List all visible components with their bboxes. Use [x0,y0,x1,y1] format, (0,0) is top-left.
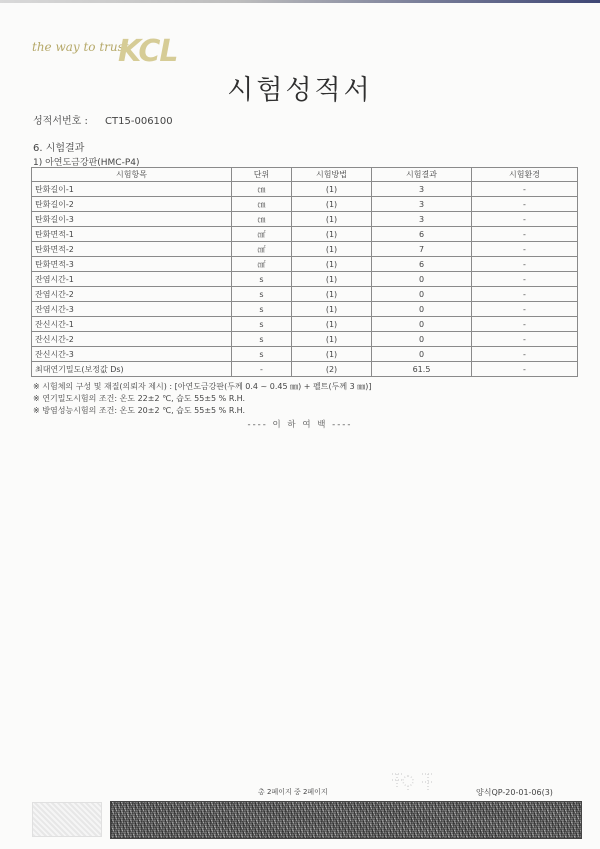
cell-test-item: 잔염시간-1 [32,272,232,287]
table-row [32,182,578,197]
cell-test-item: 탄화면적-2 [32,242,232,257]
table-row [32,362,578,377]
cell-environment: - [472,182,578,197]
cell-unit: s [232,332,292,347]
cell-environment: - [472,197,578,212]
cell-method: (1) [292,347,372,362]
cell-unit: ㎝ [232,212,292,227]
certificate-number-label: 성적서번호 : [33,116,88,127]
cell-result: 3 [372,182,472,197]
cell-test-item: 탄화길이-1 [32,182,232,197]
cell-method: (1) [292,182,372,197]
cell-test-item: 잔신시간-2 [32,332,232,347]
cell-test-item: 탄화길이-3 [32,212,232,227]
cell-result: 7 [372,242,472,257]
document-title: 시험성적서 [227,75,373,106]
cell-method: (1) [292,257,372,272]
cell-method: (1) [292,212,372,227]
table-row [32,302,578,317]
cell-method: (1) [292,317,372,332]
table-row [32,257,578,272]
table-row [32,347,578,362]
note-flame-retardant-condition: ※ 방염성능시험의 조건: 온도 20±2 ℃, 습도 55±5 % R.H. [33,406,246,415]
certificate-number-row [33,112,173,127]
subsection-heading: 1) 아연도금강판(HMC-P4) [33,158,140,168]
cell-environment: - [472,332,578,347]
cell-unit: s [232,347,292,362]
cell-environment: - [472,302,578,317]
cell-environment: - [472,362,578,377]
cell-test-item: 잔신시간-1 [32,317,232,332]
security-pattern-strip [110,801,582,839]
brand-tagline: the way to trust [32,40,129,54]
cell-method: (1) [292,227,372,242]
table-row [32,197,578,212]
note-specimen: ※ 시험체의 구성 및 재질(의뢰자 제시) : [아연도금강판(두께 0.4 ~ 0.45 ㎜) + 펠트(두께 3 ㎜)] [33,382,372,391]
cell-unit: ㎠ [232,257,292,272]
cell-method: (2) [292,362,372,377]
cell-method: (1) [292,272,372,287]
cell-result: 6 [372,227,472,242]
cell-test-item: 탄화길이-2 [32,197,232,212]
cell-environment: - [472,227,578,242]
cell-result: 0 [372,302,472,317]
page-info: 총 2페이지 중 2페이지 [258,788,328,796]
cell-result: 3 [372,197,472,212]
column-header-test-item: 시험항목 [32,168,232,182]
cell-environment: - [472,347,578,362]
cell-unit: s [232,272,292,287]
results-table [31,167,578,377]
table-row [32,272,578,287]
form-code: 양식QP-20-01-06(3) [476,788,553,797]
cell-unit: s [232,317,292,332]
cell-environment: - [472,287,578,302]
cell-unit: ㎠ [232,242,292,257]
cell-method: (1) [292,197,372,212]
table-row [32,212,578,227]
table-row [32,227,578,242]
cell-unit: ㎝ [232,197,292,212]
cell-test-item: 잔염시간-2 [32,287,232,302]
column-header-method: 시험방법 [292,168,372,182]
cell-result: 0 [372,317,472,332]
faint-stamp-mark [388,768,440,796]
notes-block [33,381,371,417]
top-border-line [0,0,600,3]
kcl-logo: KCL [118,34,178,69]
cell-test-item: 탄화면적-3 [32,257,232,272]
cell-unit: s [232,302,292,317]
cell-environment: - [472,272,578,287]
end-of-content-mark: ---- 이 하 여 백 ---- [247,420,353,430]
column-header-environment: 시험환경 [472,168,578,182]
section-heading: 6. 시험결과 [33,143,85,154]
cell-unit: - [232,362,292,377]
cell-unit: ㎝ [232,182,292,197]
certificate-number-value: CT15-006100 [105,116,173,127]
cell-result: 61.5 [372,362,472,377]
cell-result: 0 [372,332,472,347]
cell-test-item: 잔신시간-3 [32,347,232,362]
cell-result: 0 [372,287,472,302]
column-header-result: 시험결과 [372,168,472,182]
cell-result: 0 [372,347,472,362]
cell-method: (1) [292,332,372,347]
cell-environment: - [472,212,578,227]
table-row [32,287,578,302]
cell-environment: - [472,317,578,332]
cell-unit: ㎠ [232,227,292,242]
cell-environment: - [472,242,578,257]
cell-unit: s [232,287,292,302]
cell-result: 0 [372,272,472,287]
table-row [32,317,578,332]
table-row [32,332,578,347]
seal-pattern-box [32,802,102,837]
note-smoke-density-condition: ※ 연기밀도시험의 조건: 온도 22±2 ℃, 습도 55±5 % R.H. [33,394,246,403]
cell-result: 3 [372,212,472,227]
cell-test-item: 탄화면적-1 [32,227,232,242]
column-header-unit: 단위 [232,168,292,182]
cell-environment: - [472,257,578,272]
cell-result: 6 [372,257,472,272]
table-row [32,242,578,257]
cell-test-item: 잔염시간-3 [32,302,232,317]
cell-test-item: 최대연기밀도(보정값 Ds) [32,362,232,377]
table-header-row [32,168,578,182]
cell-method: (1) [292,302,372,317]
cell-method: (1) [292,287,372,302]
cell-method: (1) [292,242,372,257]
